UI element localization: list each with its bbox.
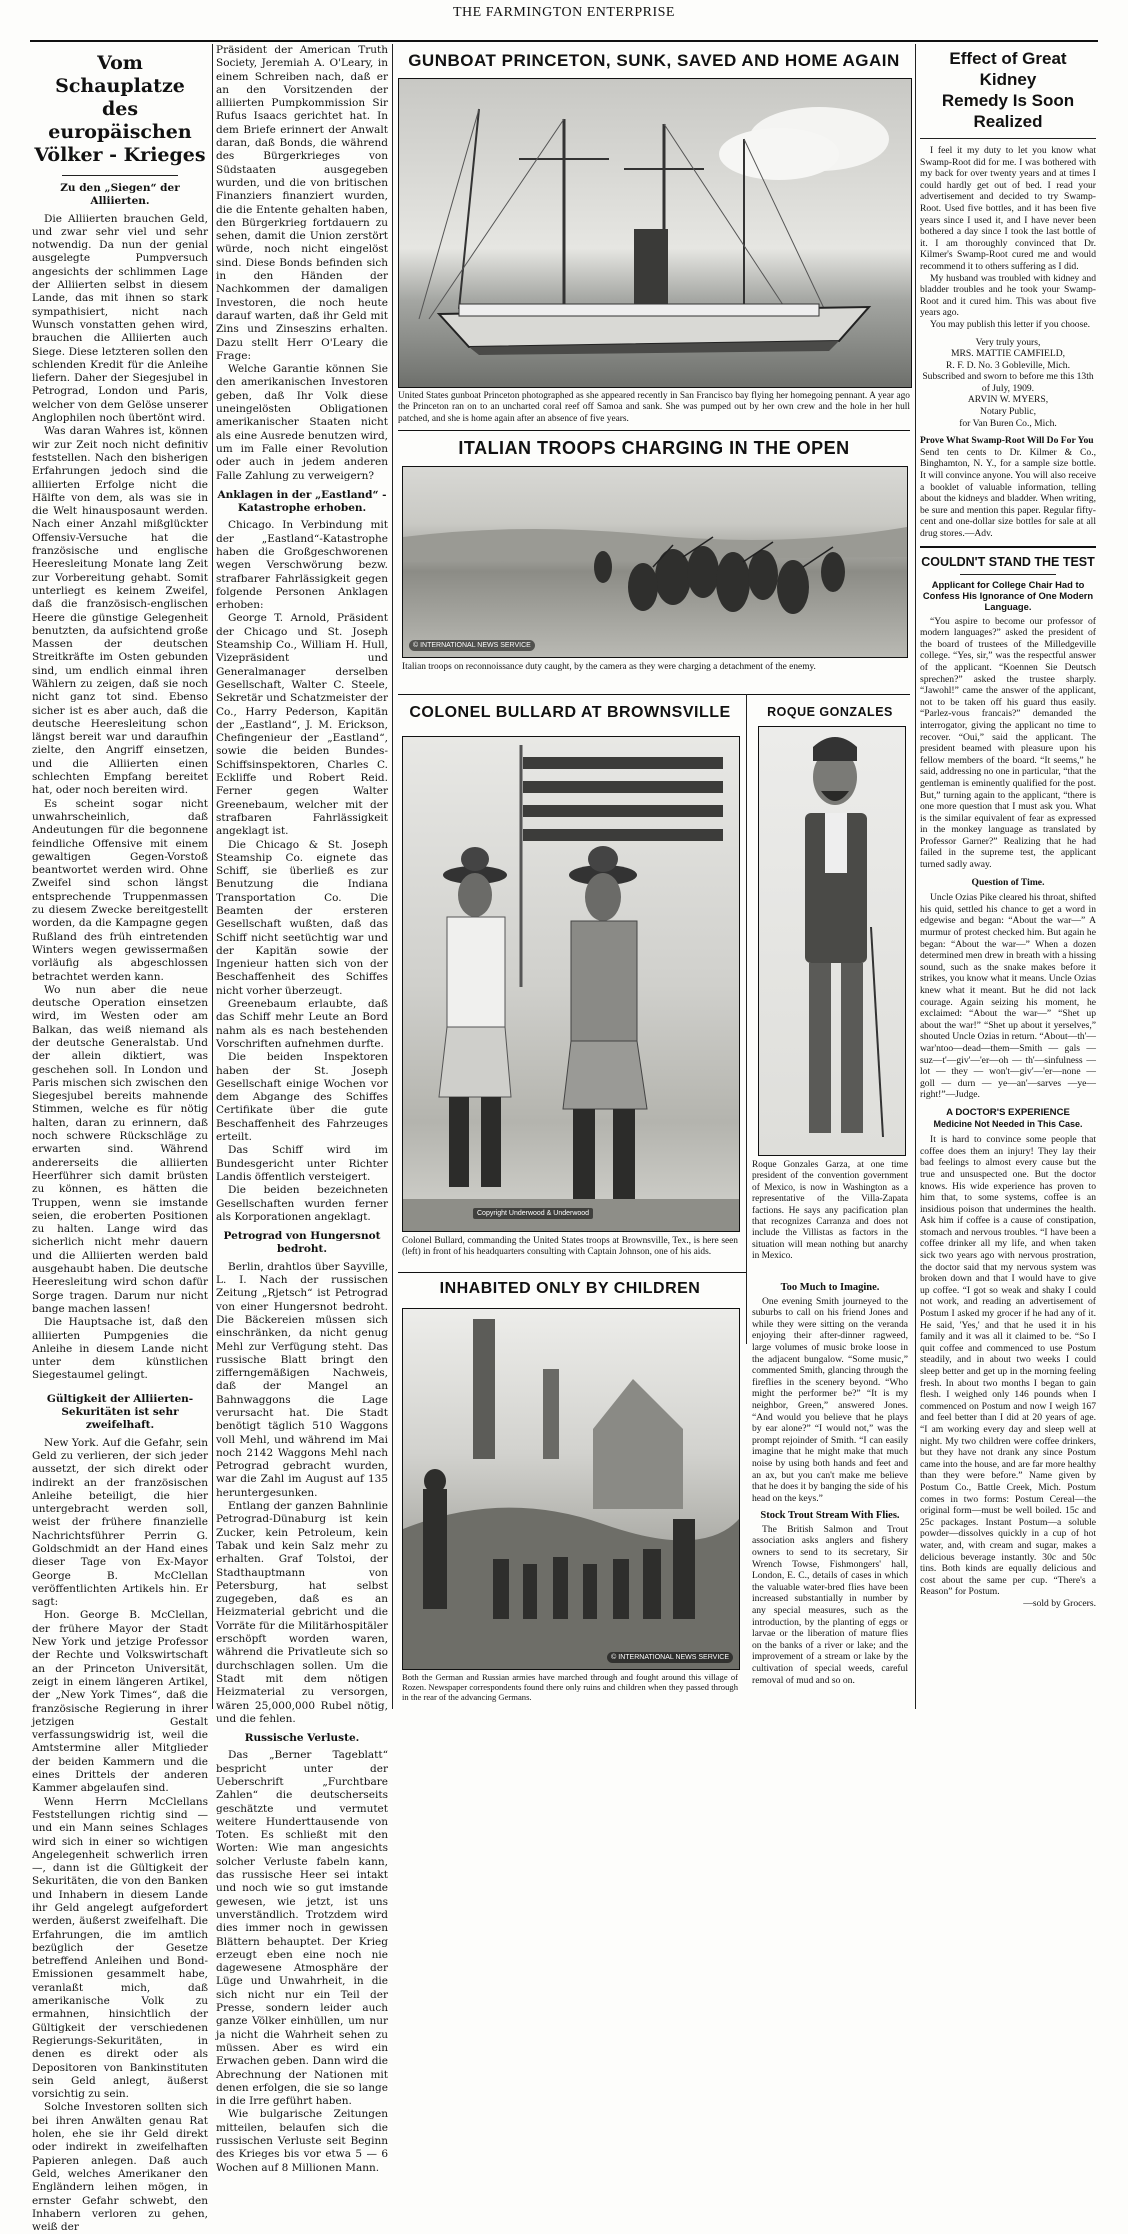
divider bbox=[960, 574, 1056, 575]
paragraph: Berlin, drahtlos über Sayville, L. I. Nach der russischen Zeitung „Rjetsch“ ist Petrograd von einer Hungersnot bedroht. Die Bäckereien müssen sich einschränken, da nicht genug Mehl zur Verfügung steht. Das russische Blatt bringt den zifferngemäßigen Nachweis, daß der Mangel an Bahnwaggons die Lage verursacht hat. Die Stadt benötigt täglich 510 Waggons voll Mehl, und während im Mai noch 2142 Waggons Mehl nach Petrograd gebracht wurden, war die Zahl im August auf 135 heruntergesunken. bbox=[216, 1260, 388, 1499]
paragraph: Entlang der ganzen Bahnlinie Petrograd-Dünaburg ist kein Zucker, kein Petroleum, kein Tabak und kein Salz mehr zu erhalten. Graf Tolstoi, der Stadthauptmann von Petersburg, hat selbst zugegeben, daß es an Heizmaterial gebricht und die Vorräte für die Militärhospitäler erschöpft worden waren, während die Privatleute sich so durchschlagen sollen. Um die Stadt mit dem nötigen Heizmaterial zu versorgen, wären 25,000,000 Rubel nötig, und die fehlen. bbox=[216, 1500, 388, 1725]
signature-line: for Van Buren Co., Mich. bbox=[959, 417, 1057, 429]
signature-line: Very truly yours, bbox=[975, 336, 1041, 348]
section-rule bbox=[398, 430, 910, 431]
footer-note: —sold by Grocers. bbox=[1023, 1597, 1096, 1609]
paragraph: Uncle Ozias Pike cleared his throat, shifted his quid, settled his chance to get a word in edgewise and began: “About the war—” A murmur of protest checked him. But again he began: “About the war—” When a dozen determined men drew in breath with a hissing sound, such as the snake makes before it strikes, you know what it means. Uncle Ozias knew what it meant. But he did not lack courage. Again seizing his moment, he exclaimed: “About the war—” “Shet up about the war!” “Shet up about it yerselves,” shouted Uncle Ozias in return. “About—th'—war'ntoo—dead—them—Smith — gals —suz—t'—giv'—'er—oh — th'—sinfulness — lot — they — won't—giv'—'er—none — goll — durn — ye—an'—sarves —ye—right!”—Judge. bbox=[920, 892, 1096, 1101]
troops-illustration bbox=[403, 467, 907, 657]
article-subhead: Petrograd von Hungersnot bedroht. bbox=[223, 1230, 381, 1256]
paragraph: Die Alliierten brauchen Geld, und zwar sehr viel und sehr notwendig. Da nun der genial ausgelegte Pumpversuch angesichts der schlimmen Lage der Alliierten selbst in diesem Lande, das mit ihnen so stark sympathisiert, nicht nach Wunsch vonstatten gehen wird, brauchen die Alliierten auch Siege. Diese letzteren sollen den schlenden Kredit für die Anleihe liefern. Daher der Siegesjubel in Petrograd, London und Paris, welcher von dem Gelöse unserer Anglophilen noch übertönt wird. bbox=[32, 212, 208, 425]
story-text: One evening Smith journeyed to the suburbs to call on his friend Jones and while they were sitting on the veranda enjoying their after-dinner ragweed, large volumes of music broke loose in the adjacent bungalow. “Some music,” commented Smith, glancing through the fireflies in the scenery beyond. “Who might the performer be?” “It is my neighbor, Green,” answered Jones. “And would you believe that he plays by ear alone?” “I would not,” was the prompt rejoinder of Smith. “I can easily imagine that he might make that much noise by using both hands and feet and an ax, but you can't make me believe that he does it by banging the side of his head on the keys.” bbox=[752, 1295, 908, 1504]
garza-headline: ROQUE GONZALES bbox=[767, 705, 893, 719]
paragraph: Die Hauptsache ist, daß den alliierten Pumpgenies die Anleihe in diesem Lande nicht unter dem künstlichen Siegestaumel gelingt. bbox=[32, 1316, 208, 1382]
paragraph: Die Chicago & St. Joseph Steamship Co. eignete das Schiff, sie überließ es zur Benutzung die Indiana Transportation Co. Die Beamten der ersteren Gesellschaft wußten, daß das Schiff nicht seetüchtig war und der Kapitän sowie der Ingenieur hatten sich von der Beschaffenheit des Schiffes nicht vorher überzeugt. bbox=[216, 838, 388, 997]
column-right bbox=[920, 48, 1096, 1709]
story-title: Too Much to Imagine. bbox=[780, 1282, 880, 1293]
gunboat-headline: GUNBOAT PRINCETON, SUNK, SAVED AND HOME AGAIN bbox=[408, 51, 900, 70]
paragraph: Chicago. In Verbindung mit der „Eastland“-Katastrophe haben die Großgeschworenen wegen Verschwörung bezw. strafbarer Fahrlässigkeit gegen folgende Personen Anklagen erhoben: bbox=[216, 519, 388, 612]
signature-line: MRS. MATTIE CAMFIELD, bbox=[950, 348, 1066, 360]
paragraph: I feel it my duty to let you know what Swamp-Root did for me. I was bothered with my back for over twenty years and at times I could hardly get out of bed. I read your advertisement and decided to try Swamp-Root. Used five bottles, and it has been five years since I used it, and I have never been bothered a day since I took the last bottle of it. I am thoroughly convinced that Dr. Kilmer's Swamp-Root cured me and would recommend it to others suffering as I did. bbox=[920, 145, 1096, 272]
paragraph: Die beiden Inspektoren haben der St. Joseph Gesellschaft einige Wochen vor dem Abgange des Schiffes Certifikate über die gute Beschaffenheit des Fahrzeuges erteilt. bbox=[216, 1051, 388, 1144]
paragraph: Es scheint sogar nicht unwahrscheinlich, daß Andeutungen für die begonnene feindliche Offensive mit einem gewaltigen Gegen-Vorstoß beantwortet werden wird. Ohne Zweifel sind schon längst entsprechende Truppenmassen zu diesem Zwecke bereitgestellt worden, da die Kampagne gegen Rußland des früh eintretenden Winters wegen gewissermaßen vorläufig als abgeschlossen betrachtet werden kann. bbox=[32, 797, 208, 983]
photo-credit: © INTERNATIONAL NEWS SERVICE bbox=[607, 1652, 733, 1663]
doctor-subtitle: Medicine Not Needed in This Case. bbox=[933, 1118, 1083, 1129]
paragraph: Die beiden bezeichneten Gesellschaften wurden ferner als Korporationen angeklagt. bbox=[216, 1184, 388, 1223]
signature-block bbox=[920, 337, 1096, 430]
paragraph: Hon. George B. McClellan, der frühere Mayor der Stadt New York und jetzige Professor der Rechte und Volkswirtschaft an der Princeton Universität, zeigt in einem längeren Artikel, der „New York Times“, daß die französische Regierung in ihrer jetzigen Gestalt verfassungswidrig ist, weil die Amtstermine aller Mitglieder der beiden Kammern und die eines Drittels der anderen Kammer abgelaufen sind. bbox=[32, 1609, 208, 1795]
article-subhead: Anklagen in der „Eastland“ - Katastrophe erhoben. bbox=[217, 488, 387, 515]
children-caption: Both the German and Russian armies have marched through and fought around this village of Rozen. Newspaper correspondents found there only ruins and children when they passed through in the rear of the advancing Germans. bbox=[402, 1672, 738, 1702]
paragraph: New York. Auf die Gefahr, sein Geld zu verlieren, der sich jeder aussetzt, der sich direkt oder indirekt an der französischen Anleihe beteiligt, die hier untergebracht werden soll, weist der frühere finanzielle Nachrichtsführer Perrin G. Goldschmidt an der Hand eines dieser Tage von Ex-Mayor George B. McClellan veröffentlichten Artikels hin. Er sagt: bbox=[32, 1436, 208, 1609]
paragraph: Was daran Wahres ist, können wir zur Zeit noch nicht definitiv feststellen. Nach den bisherigen Erfahrungen jedoch sind die alliierten Erfolge nicht die Hälfte von dem, als was sie in die Welt hinausposaunt werden. Nach einer Anzahl mißglückter Offensiv-Versuche hat die französische und englische Heeresleitung Monate lang Zeit zur Vorbereitung gehabt. Somit unterliegt es keinem Zweifel, daß die französisch-englischen Heere die günstige Gelegenheit benutzten, da aufsichtend große Massen der deutschen Streitkräfte im Osten gebunden sind, um endlich einmal ihren Wählern zu zeigen, daß sie noch nicht ganz tot sind. Ebenso sicher ist es aber auch, daß die deutsche Heeresleitung schon längst bereit war und daraufhin zielte, den Angriff einsetzen, und die Alliierten einen schlechten Empfang bereitet hat, oder noch bereiten wird. bbox=[32, 425, 208, 797]
italian-troops-photo bbox=[402, 466, 908, 658]
column-1 bbox=[32, 44, 208, 2234]
section-rule bbox=[398, 694, 910, 695]
test-subhead: Applicant for College Chair Had to Confess His Ignorance of One Modern Language. bbox=[922, 578, 1094, 612]
children-illustration bbox=[403, 1309, 739, 1669]
divider bbox=[920, 138, 1096, 139]
kidney-headline bbox=[920, 48, 1096, 132]
article-subhead: Zu den „Siegen“ der Alliierten. bbox=[60, 182, 180, 208]
signature-line: R. F. D. No. 3 Gobleville, Mich. bbox=[946, 359, 1070, 371]
paragraph: Wenn Herrn McClellans Feststellungen richtig sind — und ein Mann seines Schlages wird sich in einer so wichtigen Angelegenheit schwerlich irren —, dann ist die Gültigkeit der Sekuritäten, die von den Banken und Inhabern in diesem Lande ihr Geld angelegt aufgefordert werden, äußerst zweifelhaft. Die Erfahrungen, die im amtlich bezüglich der Gesetze betreffend Anleihen und Bond-Emissionen gesammelt habe, veranlaßt mich, daß amerikanische Volk zu ermahnen, hinsichtlich der Gültigkeit der verschiedenen Regierungs-Sekuritäten, in denen es direkt oder als Depositoren von Bankinstituten sein Geld anlegt, äußerst vorsichtig zu sein. bbox=[32, 1795, 208, 2101]
kidney-headline-line-1: Effect of Great Kidney bbox=[949, 49, 1067, 89]
paragraph: Das Schiff wird im Bundesgericht unter Richter Landis öffentlich versteigert. bbox=[216, 1144, 388, 1183]
signature-line: ARVIN W. MYERS, bbox=[967, 394, 1049, 406]
section-rule bbox=[398, 1272, 746, 1273]
german-headline-line-2: des europäischen bbox=[48, 98, 192, 143]
signature-line: Subscribed and sworn to before me this 13th of July, 1909. bbox=[922, 371, 1094, 394]
divider bbox=[920, 546, 1096, 548]
german-headline-line-1: Vom Schauplatze bbox=[55, 52, 185, 97]
paragraph: “You aspire to become our professor of modern languages?” asked the president of the board of trustees of the Milledgeville college. “Yes, sir,” was the respectful answer of the applicant. “Koennen Sie Deutsch sprechen?” asked the trustee sharply. “Jawohl!” came the answer of the applicant, not to be taken off his guard thus easily. “Parlez-vous francais?” demanded the interrogator, giving the applicant no time to recover. “Oui,” said the applicant. The president beamed with pleasure upon his fellow members of the board. “It seems,” he said, addressing no one in particular, “that the gentleman is eminently qualified for the post. But,” turning again to the applicant, “there is one more question that I must ask you. What is the similar equivalent of fear as expressed in the monkey language as translated by Professor Garner?” Realizing that he had failed in the supreme test, the applicant turned sadly away. bbox=[920, 615, 1096, 871]
article-subhead: Gültigkeit der Alliierten-Sekuritäten ist sehr zweifelhaft. bbox=[46, 1392, 194, 1432]
inner-rule bbox=[746, 694, 747, 1344]
children-photo bbox=[402, 1308, 740, 1670]
box-heading: Prove What Swamp-Root Will Do For You bbox=[920, 435, 1094, 447]
column-2 bbox=[216, 44, 388, 2174]
children-headline: INHABITED ONLY BY CHILDREN bbox=[439, 1280, 701, 1297]
bullard-caption: Colonel Bullard, commanding the United States troops at Brownsville, Tex., is here seen (left) in front of his headquarters consulting with Captain Johnson, one of his aids. bbox=[402, 1236, 738, 1258]
garza-caption: Roque Gonzales Garza, at one time president of the convention government of Mexico, is now in Washington as a representative of the Villa-Zapata factions. He says any pacification plan that recognizes Carranza and does not include the Villistas as factors in the situation will mean nothing but anarchy in Mexico. bbox=[752, 1160, 908, 1262]
gunboat-illustration bbox=[399, 79, 911, 387]
garza-photo bbox=[758, 726, 906, 1156]
paragraph: Präsident der American Truth Society, Jeremiah A. O'Leary, in einem Schreiben nach, daß er an den Vorsitzenden der alliierten Pumpkommission Sir Rufus Isaacs gerichtet hat. In dem Briefe erinnert der Anwalt daran, daß Bonds, die während des Bürgerkrieges von Südstaaten ausgegeben wurden, und die von britischen Finanziers finanziert wurden, die die Entente gehalten haben, den Bürgerkrieg fortdauern zu sehen, damit die Union zerstört würde, noch nicht eingelöst sind. Diese Bonds befinden sich in den Händen der Nachkommen der damaligen Investoren, die noch heute darauf warten, daß ihr Geld mit Zins und Zinseszins erhalten. Dazu stellt Herr O'Leary die Frage: bbox=[216, 44, 388, 362]
german-headline bbox=[32, 52, 208, 167]
paragraph: Greenebaum erlaubte, daß das Schiff mehr Leute an Bord nahm als es nach bestehenden Vorschriften aufnehmen durfte. bbox=[216, 998, 388, 1050]
italian-caption: Italian troops on reconnoissance duty caught, by the camera as they were charging a detachment of the enemy. bbox=[402, 662, 816, 672]
bullard-illustration bbox=[403, 737, 739, 1231]
photo-credit: Copyright Underwood & Underwood bbox=[473, 1208, 593, 1219]
paragraph: George T. Arnold, Präsident der Chicago und St. Joseph Steamship Co., William H. Hull, Vizepräsident und Generalmanager derselben Gesellschaft, Walter C. Steele, Sekretär und Schatzmeister der Co., Harry Pederson, Kapitän der „Eastland“, J. M. Erickson, Chefingenieur der „Eastland“, sowie die beiden Bundes-Schiffsinspektoren, Charles C. Eckliffe und Robert Reid. Ferner gegen Walter Greenebaum, welcher mit der strafbaren Fahrlässigkeit angeklagt ist. bbox=[216, 612, 388, 838]
divider bbox=[62, 175, 178, 176]
german-headline-line-3: Völker - Krieges bbox=[34, 144, 206, 166]
article-subhead: Russische Verluste. bbox=[244, 1732, 360, 1745]
paragraph: You may publish this letter if you choose. bbox=[930, 318, 1090, 330]
paragraph: My husband was troubled with kidney and bladder troubles and he took your Swamp-Root and it cured him. This was about five years ago. bbox=[920, 272, 1096, 319]
bullard-photo bbox=[402, 736, 740, 1232]
story-title: Stock Trout Stream With Flies. bbox=[760, 1510, 900, 1522]
story-title: Question of Time. bbox=[971, 876, 1045, 888]
test-headline: COULDN'T STAND THE TEST bbox=[921, 554, 1095, 569]
gunboat-caption: United States gunboat Princeton photographed as she appeared recently in San Francisco bay flying her homegoing pennant. A year ago the Princeton ran on to an uncharted coral reef off Samoa and sank. She was pumped out by her own crew and the hole in her hull patched, and she is home again after an absence of five years. bbox=[398, 391, 910, 424]
masthead: THE FARMINGTON ENTERPRISE bbox=[453, 5, 675, 20]
column-rule bbox=[915, 44, 916, 1709]
paragraph: Das „Berner Tageblatt“ bespricht unter der Ueberschrift „Furchtbare Zahlen“ die deutscherseits geschätzte und vermutet weitere Hunderttausende von Toten. Es schließt mit den Worten: Wie man angesichts solcher Verluste fabeln kann, das russische Heer sei intakt und noch wie so gut imstande gewesen, wie jetzt, ist uns unverständlich. Trotzdem wird dies immer noch in gewissen Blättern behauptet. Der Krieg erzeugt eben eine noch nie dagewesene Atmosphäre der Lüge und Unwahrheit, in die sich nicht nur ein Teil der Presse, sondern leider auch ganze Völker einhüllen, um nur ja nicht die Wahrheit sehen zu müssen. Aber es wird ein Erwachen geben. Dann wird die Abrechnung der Nationen mit denen erfolgen, die sie so lange in die Irre geführt haben. bbox=[216, 1749, 388, 2108]
paragraph: It is hard to convince some people that coffee does them an injury! They lay their bad feelings to almost every cause but the true and unsuspected one. But the doctor knows. His wide experience has proven to him that, to some systems, coffee is an insidious poison that undermines the health. Ask him if coffee is a cause of constipation, stomach and nervous troubles. “I have been a coffee drinker all my life, and when taken sick two years ago with nervous prostration, the doctor said that my nervous system was broken down and that I would have to give up coffee. “I got so weak and shaky I could not work, and reading an advertisement of Postum I asked my grocer if he had any of it. He said, 'Yes,' and that he used it in his family and it was all it claimed to be. “So I quit coffee and commenced to use Postum steadily, and in about two weeks I could sleep better and get up in the morning feeling fresh. In about two months I began to gain flesh. I weighed only 146 pounds when I commenced on Postum and now I weigh 167 and feel better than I did at 20 years of age. “I am working every day and sleep well at night. My two children were coffee drinkers, but they have not drank any since Postum came into the house, and are far more healthy than they were before.” Name given by Postum Co., Battle Creek, Mich. Postum comes in two forms: Postum Cereal—the original form—must be well boiled. 15c and 25c packages. Instant Postum—a soluble powder—dissolves quickly in a cup of hot water, and, with cream and sugar, makes a delicious beverage instantly. 30c and 50c tins. Both kinds are equally delicious and cost about the same per cup. “There's a Reason” for Postum. bbox=[920, 1134, 1096, 1598]
bullard-headline: COLONEL BULLARD AT BROWNSVILLE bbox=[409, 704, 731, 721]
imagine-story bbox=[752, 1282, 908, 1686]
photo-credit: © INTERNATIONAL NEWS SERVICE bbox=[409, 640, 535, 651]
column-rule bbox=[392, 44, 393, 1709]
doctor-title: A DOCTOR'S EXPERIENCE bbox=[946, 1106, 1070, 1118]
paragraph: Wo nun aber die neue deutsche Operation einsetzen wird, im Westen oder am Balkan, das weiß niemand als der deutsche Generalstab. Und der allein diktiert, was geschehen soll. In London und Paris mischen sich zwischen den Siegesjubel bereits mahnende Stimmen, welche es für nötig halten, daran zu erinnern, daß noch schwere Rückschläge zu erwarten sind. Während andererseits die alliierten Heerführer sich damit brüsten zu können, es hätten die Truppen, wenn sie imstande seien, die eroberten Positionen zu halten. Lange wird das sicherlich nicht mehr dauern und die Alliierten werden bald ausgehaubt haben. Die deutsche Heeresleitung wird schon dafür Sorge tragen. Darum nur nicht bange machen lassen! bbox=[32, 983, 208, 1315]
column-rule bbox=[212, 44, 213, 1709]
gunboat-photo bbox=[398, 78, 912, 388]
paragraph: Wie bulgarische Zeitungen mitteilen, belaufen sich die russischen Verluste seit Beginn des Krieges bis vor etwa 5 — 6 Wochen auf 8 Millionen Mann. bbox=[216, 2108, 388, 2174]
italian-headline: ITALIAN TROOPS CHARGING IN THE OPEN bbox=[458, 438, 850, 458]
signature-line: Notary Public, bbox=[980, 406, 1036, 418]
paragraph: Send ten cents to Dr. Kilmer & Co., Binghamton, N. Y., for a sample size bottle. It will convince anyone. You will also receive a booklet of valuable information, telling about the kidneys and bladder. When writing, be sure and mention this paper. Regular fifty-cent and one-dollar size bottles for sale at all drug stores.—Adv. bbox=[920, 446, 1096, 539]
paragraph: Solche Investoren sollten sich bei ihren Anwälten genau Rat holen, ehe sie ihr Geld direkt oder indirekt in zweifelhaften Papieren anlegen. Daß auch Geld, welches Amerikaner den Engländern leihen mögen, in ernster Gefahr schwebt, den Inhabern verloren zu gehen, weiß der bbox=[32, 2101, 208, 2234]
kidney-headline-line-2: Remedy Is Soon Realized bbox=[941, 91, 1075, 131]
header-rule bbox=[30, 40, 1098, 42]
story-text: The British Salmon and Trout association asks anglers and fishery owners to send to its secretary, Sir Wrench Towse, Fishmongers' hall, London, E. C., details of cases in which the valuable water-bred flies have been increased substantially in number by any special measures, such as the introduction, by the planting of eggs or larvae or the liberation of mature flies on the banks of a river or lake; and the improvement of a stream or lake by the cultivation of special weeds, careful removal of mud and so on. bbox=[752, 1523, 908, 1686]
paragraph: Welche Garantie können Sie den amerikanischen Investoren geben, daß Ihr Volk diese uneingelösten Obligationen amerikanischer Staaten nicht als eine Ausrede benutzen wird, um im Falle einer Revolution oder auch in jedem anderen Falle Zahlung zu verweigern? bbox=[216, 363, 388, 482]
garza-illustration bbox=[759, 727, 905, 1155]
